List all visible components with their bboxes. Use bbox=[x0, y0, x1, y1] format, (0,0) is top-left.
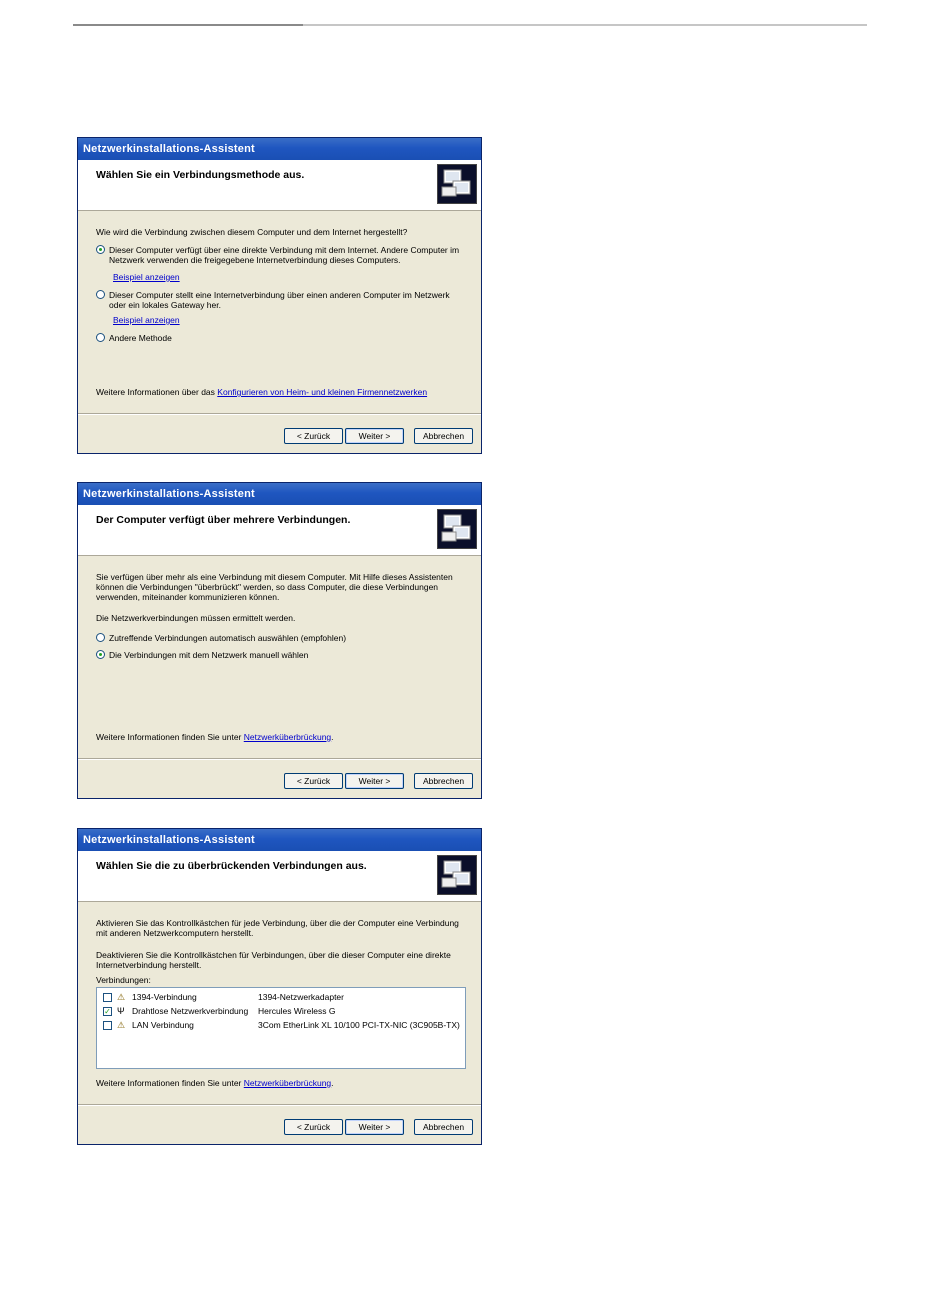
option-label: Andere Methode bbox=[109, 333, 172, 343]
question-text: Wie wird die Verbindung zwischen diesem Computer und dem Internet hergestellt? bbox=[96, 227, 408, 237]
activate-paragraph bbox=[96, 918, 465, 938]
example-link-text[interactable]: Beispiel anzeigen bbox=[113, 315, 180, 325]
connection-device: 3Com EtherLink XL 10/100 PCI-TX-NIC (3C905B-TX) bbox=[258, 1020, 460, 1030]
option-automatic[interactable] bbox=[96, 633, 465, 643]
list-item[interactable] bbox=[103, 1019, 463, 1031]
more-info-link[interactable]: Konfigurieren von Heim- und kleinen Firmennetzwerken bbox=[217, 387, 428, 397]
radio-button-selected[interactable] bbox=[96, 650, 105, 659]
paragraph-line: Deaktivieren Sie die Kontrollkästchen für Verbindungen, über die dieser Computer eine direkte bbox=[96, 950, 451, 960]
footer-separator bbox=[78, 1104, 481, 1106]
header-title: Der Computer verfügt über mehrere Verbindungen. bbox=[96, 514, 351, 526]
cancel-button[interactable]: Abbrechen bbox=[414, 1119, 473, 1135]
radio-button-selected[interactable] bbox=[96, 245, 105, 254]
checkbox[interactable] bbox=[103, 993, 112, 1002]
connection-name: 1394-Verbindung bbox=[132, 992, 197, 1002]
radio-button[interactable] bbox=[96, 633, 105, 642]
dialog-title: Netzwerkinstallations-Assistent bbox=[78, 483, 481, 505]
deactivate-paragraph bbox=[96, 950, 465, 970]
top-rule-light bbox=[303, 24, 867, 26]
more-info-suffix: . bbox=[331, 732, 334, 742]
checkbox-checked[interactable]: ✓ bbox=[104, 1007, 111, 1016]
list-item[interactable] bbox=[103, 991, 463, 1003]
header-title: Wählen Sie ein Verbindungsmethode aus. bbox=[96, 169, 305, 181]
network-cable-icon: ⚠ bbox=[117, 1020, 126, 1030]
more-info-prefix: Weitere Informationen finden Sie unter bbox=[96, 1078, 242, 1088]
dialog-header bbox=[78, 505, 481, 556]
connection-name: Drahtlose Netzwerkverbindung bbox=[132, 1006, 249, 1016]
option-line-1: Dieser Computer stellt eine Internetverbindung über einen anderen Computer im Netzwerk bbox=[109, 290, 450, 300]
connections-list[interactable] bbox=[96, 987, 466, 1069]
intro-line: können die Verbindungen "überbrückt" werden, so dass Computer, die diese Verbindungen bbox=[96, 582, 439, 592]
dialog-title: Netzwerkinstallations-Assistent bbox=[78, 829, 481, 851]
top-rule-dark bbox=[73, 24, 303, 26]
connections-label: Verbindungen: bbox=[96, 975, 151, 985]
paragraph-line: mit anderen Netzwerkcomputern herstellt. bbox=[96, 928, 254, 938]
intro-paragraph bbox=[96, 572, 465, 602]
back-button[interactable]: < Zurück bbox=[284, 1119, 343, 1135]
network-computers-icon bbox=[437, 509, 477, 549]
intro-line: verwenden, miteinander kommunizieren können. bbox=[96, 592, 280, 602]
back-button[interactable]: < Zurück bbox=[284, 773, 343, 789]
network-computers-icon bbox=[437, 855, 477, 895]
footer-separator bbox=[78, 758, 481, 760]
radio-button[interactable] bbox=[96, 290, 105, 299]
detect-text: Die Netzwerkverbindungen müssen ermittelt werden. bbox=[96, 613, 296, 623]
example-link-2[interactable] bbox=[113, 315, 180, 325]
cancel-button[interactable]: Abbrechen bbox=[414, 773, 473, 789]
more-info-text bbox=[96, 387, 427, 397]
paragraph-line: Internetverbindung herstellt. bbox=[96, 960, 202, 970]
next-button[interactable]: Weiter > bbox=[345, 773, 404, 789]
connection-name: LAN Verbindung bbox=[132, 1020, 194, 1030]
dialog-header bbox=[78, 160, 481, 211]
back-button[interactable]: < Zurück bbox=[284, 428, 343, 444]
example-link-1[interactable] bbox=[113, 272, 180, 282]
dialog-header bbox=[78, 851, 481, 902]
option-other-method[interactable] bbox=[96, 333, 465, 343]
footer-separator bbox=[78, 413, 481, 415]
paragraph-line: Aktivieren Sie das Kontrollkästchen für jede Verbindung, über die der Computer eine Verbindung bbox=[96, 918, 459, 928]
next-button[interactable]: Weiter > bbox=[345, 428, 404, 444]
option-line-1: Dieser Computer verfügt über eine direkte Verbindung mit dem Internet. Andere Computer im bbox=[109, 245, 460, 255]
connection-device: 1394-Netzwerkadapter bbox=[258, 992, 344, 1002]
radio-button[interactable] bbox=[96, 333, 105, 342]
network-computers-icon bbox=[437, 164, 477, 204]
option-via-other-computer[interactable] bbox=[96, 290, 465, 310]
checkbox[interactable] bbox=[103, 1021, 112, 1030]
more-info-text bbox=[96, 1078, 334, 1088]
more-info-prefix: Weitere Informationen finden Sie unter bbox=[96, 732, 242, 742]
next-button[interactable]: Weiter > bbox=[345, 1119, 404, 1135]
option-direct-connection[interactable] bbox=[96, 245, 465, 265]
wizard-dialog-connection-method bbox=[77, 137, 482, 454]
connection-device: Hercules Wireless G bbox=[258, 1006, 336, 1016]
dialog-title: Netzwerkinstallations-Assistent bbox=[78, 138, 481, 160]
intro-line: Sie verfügen über mehr als eine Verbindung mit diesem Computer. Mit Hilfe dieses Assistenten bbox=[96, 572, 453, 582]
more-info-link[interactable]: Netzwerküberbrückung bbox=[243, 732, 332, 742]
option-manual[interactable] bbox=[96, 650, 465, 660]
list-item[interactable] bbox=[103, 1005, 463, 1017]
option-line-2: oder ein lokales Gateway her. bbox=[109, 300, 221, 310]
cancel-button[interactable]: Abbrechen bbox=[414, 428, 473, 444]
wireless-antenna-icon: Ψ bbox=[117, 1006, 125, 1016]
top-rule bbox=[73, 24, 867, 26]
header-title: Wählen Sie die zu überbrückenden Verbindungen aus. bbox=[96, 860, 367, 872]
more-info-prefix: Weitere Informationen über das bbox=[96, 387, 215, 397]
option-label: Die Verbindungen mit dem Netzwerk manuell wählen bbox=[109, 650, 309, 660]
wizard-dialog-multiple-connections bbox=[77, 482, 482, 799]
option-label: Zutreffende Verbindungen automatisch auswählen (empfohlen) bbox=[109, 633, 347, 643]
option-line-2: Netzwerk verwenden die freigegebene Internetverbindung dieses Computers. bbox=[109, 255, 401, 265]
network-cable-icon: ⚠ bbox=[117, 992, 126, 1002]
more-info-suffix: . bbox=[331, 1078, 334, 1088]
more-info-link[interactable]: Netzwerküberbrückung bbox=[243, 1078, 332, 1088]
more-info-text bbox=[96, 732, 334, 742]
example-link-text[interactable]: Beispiel anzeigen bbox=[113, 272, 180, 282]
wizard-dialog-bridge-connections bbox=[77, 828, 482, 1145]
